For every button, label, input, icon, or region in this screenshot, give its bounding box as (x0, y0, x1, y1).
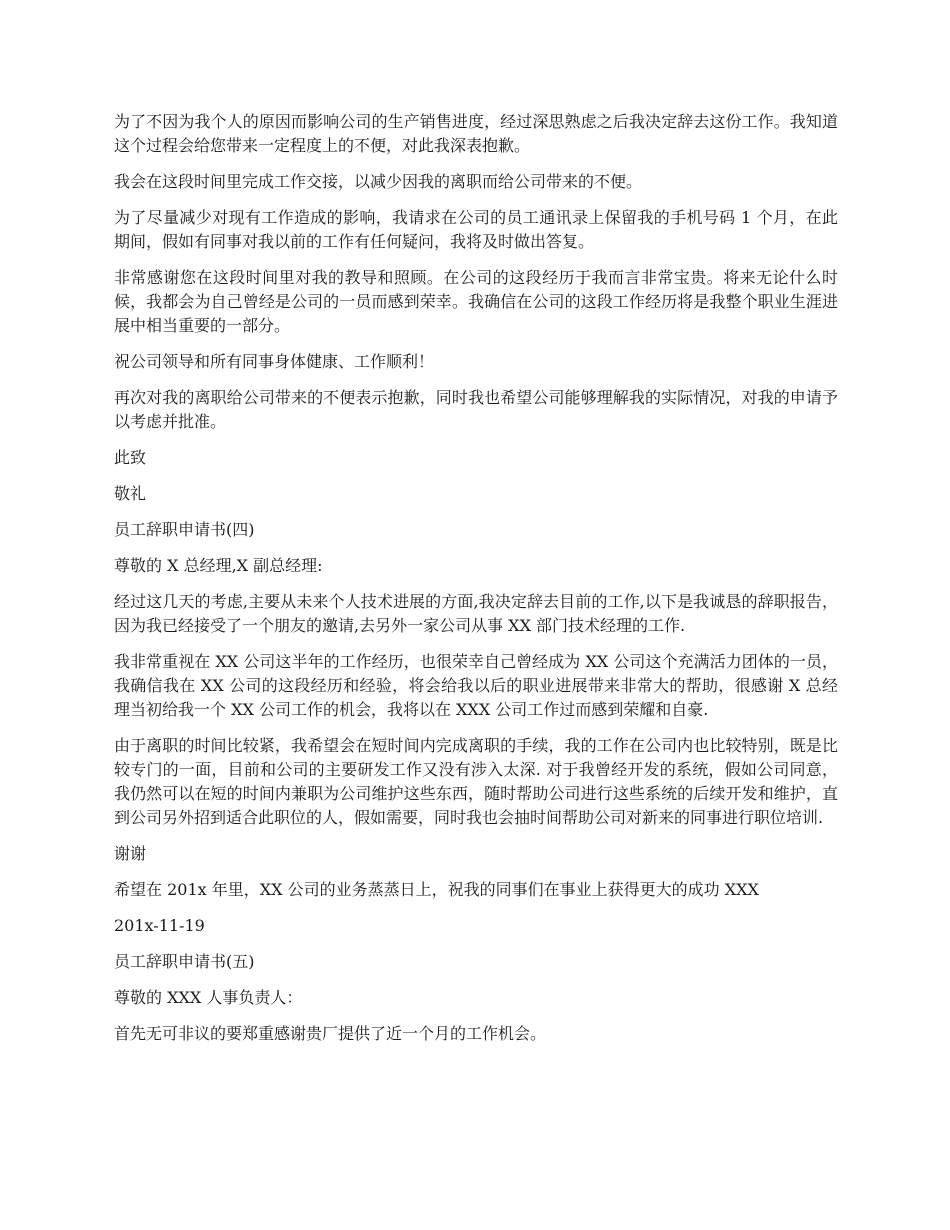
salutation-4: 尊敬的 X 总经理,X 副总经理: (114, 556, 323, 575)
paragraph-apology: 再次对我的离职给公司带来的不便表示抱歉，同时我也希望公司能够理解我的实际情况，对我的申请予以考虑并批准。 (114, 388, 838, 431)
paragraph-experience: 我非常重视在 XX 公司这半年的工作经历，也很荣幸自己曾经成为 XX 公司这个充满活力团体的一员，我确信我在 XX 公司的这段经历和经验，将会给我以后的职业进展带来非常大的帮助，很感谢 X 总经理当初给我一个 XX 公司工作的机会，我将以在 XXX 公司工作过而感到荣耀和自豪. (114, 652, 838, 719)
paragraph-hope: 希望在 201x 年里，XX 公司的业务蒸蒸日上，祝我的同事们在事业上获得更大的成功 XXX (114, 880, 759, 899)
paragraph-wishes: 祝公司领导和所有同事身体健康、工作顺利！ (114, 352, 435, 371)
salutation-5: 尊敬的 XXX 人事负责人： (114, 988, 303, 1007)
section-heading-5: 员工辞职申请书(五) (114, 952, 255, 971)
paragraph-resign-reason: 为了不因为我个人的原因而影响公司的生产销售进度，经过深思熟虑之后我决定辞去这份工作。我知道这个过程会给您带来一定程度上的不便，对此我深表抱歉。 (114, 112, 838, 155)
section-heading-4: 员工辞职申请书(四) (114, 520, 255, 539)
closing-jingli: 敬礼 (114, 484, 147, 503)
paragraph-decision: 经过这几天的考虑,主要从未来个人技术进展的方面,我决定辞去目前的工作,以下是我诚恳的辞职报告，因为我已经接受了一个朋友的邀请,去另外一家公司从事 XX 部门技术经理的工作. (114, 592, 838, 635)
paragraph-phone-number: 为了尽量减少对现有工作造成的影响，我请求在公司的员工通讯录上保留我的手机号码 1 个月，在此期间，假如有同事对我以前的工作有任何疑问，我将及时做出答复。 (114, 208, 838, 251)
paragraph-opening-thanks: 首先无可非议的要郑重感谢贵厂提供了近一个月的工作机会。 (114, 1024, 547, 1043)
date-line: 201x-11-19 (114, 916, 205, 935)
paragraph-thanks: 非常感谢您在这段时间里对我的教导和照顾。在公司的这段经历于我而言非常宝贵。将来无论什么时候，我都会为自己曾经是公司的一员而感到荣幸。我确信在公司的这段工作经历将是我整个职业生涯进展中相当重要的一部分。 (114, 268, 838, 335)
paragraph-handover: 我会在这段时间里完成工作交接，以减少因我的离职而给公司带来的不便。 (114, 172, 643, 191)
paragraph-timing: 由于离职的时间比较紧，我希望会在短时间内完成离职的手续，我的工作在公司内也比较特别，既是比较专门的一面，目前和公司的主要研发工作又没有涉入太深. 对于我曾经开发的系统，假如公司同意，我仍然可以在短的时间内兼职为公司维护这些东西，随时帮助公司进行这些系统的后续开发和维护，直到公司另外招到适合此职位的人，假如需要，同时我也会抽时间帮助公司对新来的同事进行职位培训. (114, 736, 838, 827)
closing-cizhi: 此致 (114, 448, 147, 467)
paragraph-xiexie: 谢谢 (114, 844, 147, 863)
